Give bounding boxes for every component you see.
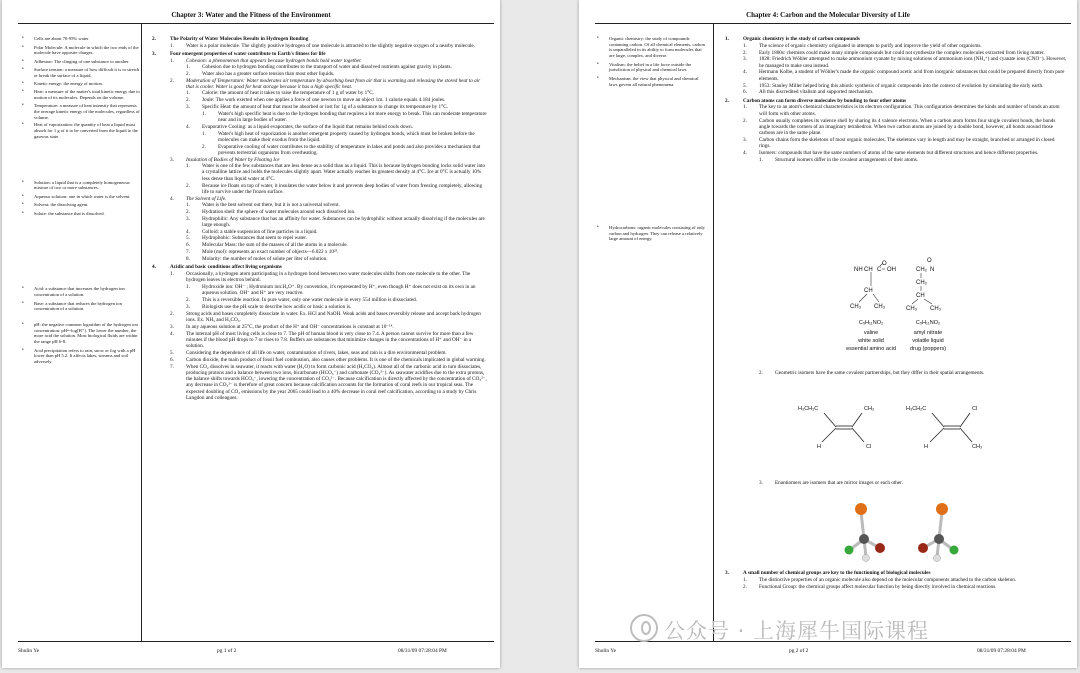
amyl-o-label: O xyxy=(927,258,932,264)
list-item xyxy=(170,78,488,91)
item-number: 1. xyxy=(202,110,206,117)
valine-c-label: C xyxy=(877,267,882,273)
sidebar-note: • Polar Molecule: A molecule in which the two ends of the molecule have opposite charges. xyxy=(34,45,140,56)
structural-isomers-diagram xyxy=(844,258,984,372)
list-item xyxy=(186,202,488,208)
valine-oh-label: OH xyxy=(887,267,896,273)
item-text: The distinctive properties of an organic molecule also depend on the molecular components attached to the carbon skeleton. xyxy=(759,576,1017,583)
item-text: Calorie: the amount of heat it takes to raise the temperature of 1 g of water by 1°C. xyxy=(202,90,375,97)
valine-ch-label: CH xyxy=(864,267,873,273)
section-heading xyxy=(725,36,1067,42)
trans-cl-label: Cl xyxy=(972,406,978,412)
item-text: Carbon usually completes its valence shell by sharing its 4 valence electrons. When a carbon atom forms four single covalent bonds, the bonds angle towards the corners of an imaginary tetrahedron. When two carbon atoms are joined by a double bond, however, all bonds around those carbons are in the same plane. xyxy=(759,117,1056,137)
enantiomers-models xyxy=(834,497,984,567)
list-item xyxy=(186,249,488,255)
item-number: 3. xyxy=(186,303,190,310)
item-text: Hydroxide ion: OH⁻ ; Hydronium ion:H₃O⁺. By convention, it's represented by H⁺, even though H⁺ does not exist on its own in an aqueous solution. OH⁻ and H⁺ are very reactive. xyxy=(202,283,476,297)
item-text: Evaporative Cooling: as a liquid evaporates, the surface of the liquid that remains behind cools down. xyxy=(202,123,414,130)
model-atom-green-mirror xyxy=(950,546,959,555)
model-atom-carbon xyxy=(859,534,869,544)
list-item xyxy=(743,104,1067,117)
item-text: Hydrophilic: Any substance that has an affinity for water. Substances can be hydrophilic without actually dissolving if the molecules are large enough. xyxy=(202,215,485,228)
item-text: Specific Heat: the amount of heat that must be absorbed or lost for 1g of a substance to change its temperature by 1°C. xyxy=(202,103,448,110)
item-number: 2. xyxy=(759,370,763,376)
amyl-desc-2: drug (poppers) xyxy=(909,346,947,352)
item-number: 2. xyxy=(743,117,747,124)
item-text: The internal pH of most living cells is close to 7. The pH of human blood is very close to 7.4. A person cannot survive for more than a few minutes if the blood pH drops to 7 or rises to 7.8. Buffers are substances that minimize changes in the concentrations of H⁺ and OH⁻ in a solution. xyxy=(186,330,474,350)
item-text: Cohesion due to hydrogen bonding contributes to the transport of water and dissolved nutrients against gravity in plants. xyxy=(202,64,452,71)
bottom-rule xyxy=(18,641,494,642)
item-text: When CO₂ dissolves in seawater, it reacts with water (H₂O) to form carbonic acid (H₂CO₃). Almost all of the carbonic acid in turn dissociates, producing protons and a balance between two ions, bicarbonate (HCO₃⁻) and carbonate (CO₃²⁻). As seawater acidifies due to the extra protons, the balance shifts towards HCO₃⁻, lowering the concentration of CO₃²⁻. Because calcification is directly affected by the concentration of CO₃²⁻, any decrease in CO₃²⁻ is therefore of great concern because calcification accounts for the formation of coral reefs in our tropical seas. The expected doubling of CO₂ emissions by the year 2065 could lead to a 40% decrease in coral reef calcification, according to a study by Chris Langdon and colleagues. xyxy=(186,363,487,402)
item-number: 2. xyxy=(186,97,190,104)
list-item xyxy=(743,118,1067,137)
amyl-ch3-label-2: CH₃ xyxy=(930,306,942,312)
amyl-name: amyl nitrate xyxy=(913,330,943,336)
list-item xyxy=(743,89,1067,95)
list-item xyxy=(743,69,1067,82)
list-item xyxy=(743,150,1067,156)
amyl-ch-label: CH xyxy=(916,293,925,299)
list-item xyxy=(186,71,488,77)
item-text: Organic chemistry is the study of carbon compounds xyxy=(743,36,860,42)
list-item xyxy=(170,331,488,350)
item-number: 1. xyxy=(202,130,206,137)
item-number: 4. xyxy=(186,123,190,130)
item-number: 6. xyxy=(743,89,747,96)
item-number: 6. xyxy=(186,242,190,249)
sidebar-note: • Kinetic energy: the energy of motion. xyxy=(34,81,140,87)
item-text: Functional Group: the chemical groups affect molecular function by being directly involved in chemical reactions. xyxy=(759,583,997,590)
sidebar-note: • Cells are about 70-95% water xyxy=(34,36,140,42)
list-item xyxy=(186,90,488,96)
page-title: Chapter 4: Carbon and the Molecular Diversity of Life xyxy=(746,11,910,19)
footer-author: Shulin Ye xyxy=(18,648,39,654)
page-title: Chapter 3: Water and the Fitness of the Environment xyxy=(171,11,331,19)
sidebar-note: • Acid precipitation refers to rain, snow or fog with a pH lower than pH 5.2. It affects lakes, streams and soil adversely. xyxy=(34,348,140,365)
item-number: 1. xyxy=(170,42,174,49)
trans-h3ch2c-label: H₃CH₂C xyxy=(906,406,927,412)
item-text: The science of organic chemistry originated in attempts to purify and improve the yield of other organisms. xyxy=(759,42,982,49)
list-item xyxy=(186,209,488,215)
item-text: Water is the best solvent out there, but it is not a universal solvent. xyxy=(202,201,340,208)
item-number: 1. xyxy=(186,163,190,170)
list-item xyxy=(170,311,488,324)
sidebar-note: • Heat: a measure of the matter's total kinetic energy due to motion of its molecules. Depends on the volume. xyxy=(34,89,140,100)
sidebar-note: • Aqueous solution: one in which water is the solvent. xyxy=(34,194,140,200)
item-number: 4. xyxy=(170,330,174,337)
item-text: Considering the dependence of all life on water, contamination of rivers, lakes, seas and rain is a dire environmental problem. xyxy=(186,349,447,356)
item-number: 4. xyxy=(743,69,747,76)
item-text: Four emergent properties of water contribute to Earth's fitness for life xyxy=(170,51,326,58)
section-heading xyxy=(152,36,488,42)
sidebar-note: • Surface tension: a measure of how difficult it is to stretch or break the surface of a liquid. xyxy=(34,67,140,78)
item-number: 4. xyxy=(152,264,156,271)
sidebar-note: • Heat of vaporization: the quantity of heat a liquid must absorb for 1 g of it to be converted from the liquid to the gaseous state. xyxy=(34,122,140,139)
item-text: A small number of chemical groups are key to the functioning of biological molecules xyxy=(743,570,931,576)
list-item xyxy=(743,584,1067,590)
item-text: Strong acids and bases completely dissociate in water. Ex. HCl and NaOH. Weak acids and bases reversibly release and accept back hydrogen ions. Ex. NH₃ and H₂CO₃. xyxy=(186,310,481,323)
item-text: Biologists use the pH scale to describe how acidic or basic a solution is. xyxy=(202,303,352,310)
item-text: Water also has a greater surface tension than most other liquids. xyxy=(202,70,335,77)
main-notes-section-3 xyxy=(725,570,1067,590)
column-divider xyxy=(141,23,142,641)
item-number: 1. xyxy=(170,270,174,277)
list-item xyxy=(759,157,1067,163)
item-number: 1. xyxy=(725,36,729,42)
item-text: Water is a polar molecule. The slightly positive hydrogen of one molecule is attracted to the slightly negative oxygen of a nearby molecule. xyxy=(186,42,476,49)
top-rule xyxy=(595,23,1071,24)
list-item xyxy=(170,324,488,330)
item-number: 7. xyxy=(186,249,190,255)
item-number: 3. xyxy=(725,570,729,576)
footer-date: 08/31/09 07:28:04 PM xyxy=(977,648,1026,654)
geometric-isomers-note xyxy=(759,370,1059,377)
item-text: Carbon dioxide, the main product of fossil fuel combustion, also causes other problems. It is one of the chemicals implicated in global warming. xyxy=(186,356,486,363)
item-text: Early 1800s: chemists could make many simple compounds but could not synthesize the complex molecules extracted from living matter. xyxy=(759,49,1045,56)
amyl-formula: C₅H₁₁NO₂ xyxy=(915,320,941,326)
amyl-ch3-label-1: CH₃ xyxy=(906,306,918,312)
item-number: 2. xyxy=(725,97,729,104)
item-number: 2. xyxy=(202,143,206,150)
sidebar-note: • Solution: a liquid that is a completely homogeneous mixture of two or more substances. xyxy=(34,180,140,191)
sidebar-note: • Base: a substance that reduces the hydrogen ion concentration of a solution. xyxy=(34,301,140,312)
watermark xyxy=(630,614,929,645)
cis-ch3-label: CH₃ xyxy=(864,406,875,412)
list-item xyxy=(202,111,488,124)
item-number: 1. xyxy=(186,283,190,290)
sidebar-note: • Temperature: a measure of heat intensity that represents the average kinetic energy of the molecules, regardless of volume. xyxy=(34,103,140,120)
item-number: 4. xyxy=(186,228,190,235)
list-item xyxy=(186,297,488,303)
list-item xyxy=(186,124,488,130)
item-number: 1. xyxy=(743,104,747,111)
item-text: 1828: Friedrich Wöhler attempted to make ammonium cyanate by mixing solutions of ammonium ions (NH₄⁺) and cyanate ions (CNO⁻). However, he managed to make urea instead. xyxy=(759,56,1067,69)
sidebar-note: • Adhesion: The clinging of one substance to another xyxy=(34,59,140,65)
footer-author: Shulin Ye xyxy=(595,648,616,654)
item-number: 3. xyxy=(743,56,747,63)
list-item xyxy=(202,144,488,157)
item-text: Structural isomers differ in the covalent arrangements of their atoms. xyxy=(775,156,919,163)
item-number: 5. xyxy=(743,82,747,89)
item-text: Water's high heat of vaporization is another emergent property caused by hydrogen bonds, which must be broken before the molecules can make their exodus from the liquid. xyxy=(218,130,475,143)
list-item xyxy=(743,56,1067,69)
footer-page-number: pg 1 of 2 xyxy=(217,648,237,654)
valine-ch3-label-2: CH₃ xyxy=(874,304,886,310)
item-text: Enantiomers are isomers that are mirror images or each other. xyxy=(775,480,903,486)
trans-ch3-label: CH₃ xyxy=(972,444,983,450)
model-atom-green xyxy=(845,546,854,555)
item-number: 6. xyxy=(170,356,174,363)
amyl-ch2-label-2: CH₂ xyxy=(916,280,927,286)
sidebar-note: • Mechanism: the view that physical and chemical laws govern all natural phenomena. xyxy=(609,76,707,87)
item-text: Joule: The work exerted when one applies a force of one newton to move an object 1m. 1 calorie equals 4.184 joules. xyxy=(202,97,446,104)
item-text: Carbon chains form the skeletons of most organic molecules. The skeletons vary in length and may be straight, branched or arranged in closed rings. xyxy=(759,136,1055,150)
item-text: Insulation of Bodies of Water by Floating Ice xyxy=(186,156,280,163)
item-text: In any aqueous solution at 25°C, the product of the H⁺ and OH⁻ concentrations is constant at 10⁻¹⁴. xyxy=(186,323,394,330)
item-number: 5. xyxy=(186,235,190,242)
item-number: 1. xyxy=(186,90,190,97)
list-item xyxy=(186,64,488,70)
item-number: 3. xyxy=(743,136,747,143)
item-number: 2. xyxy=(170,310,174,317)
column-divider xyxy=(713,23,714,641)
item-number: 3. xyxy=(186,215,190,222)
list-item xyxy=(186,104,488,110)
item-number: 1. xyxy=(186,64,190,71)
list-item xyxy=(186,256,488,262)
item-text: Water is one of the few substances that are less dense as a solid than as a liquid. This is because hydrogen bonding locks solid water into a crystalline lattice and holds the molecules slightly apart. Water actually reaches its greatest density at 4°C. Ice at 0°C is actually 10% less dense than liquid water at 4°C. xyxy=(202,163,486,182)
item-number: 2. xyxy=(186,208,190,215)
list-item xyxy=(743,137,1067,150)
item-number: 3. xyxy=(759,480,763,486)
sidebar-note: • pH: the negative common logarithm of the hydrogen ion concentration: pH=-log[H⁺]. The lower the number, the more acid the solution. Most biological fluids are within the range pH 6-8. xyxy=(34,322,140,345)
item-text: The Solvent of Life. xyxy=(186,195,227,202)
item-number: 2. xyxy=(743,583,747,590)
valine-desc-1: white solid xyxy=(858,338,884,344)
item-number: 2. xyxy=(743,49,747,56)
model-atom-orange xyxy=(855,503,867,515)
list-item xyxy=(186,183,488,196)
item-number: 3. xyxy=(170,156,174,163)
trans-h-label: H xyxy=(924,444,928,450)
sidebar-note: • Organic chemistry: the study of compounds containing carbon. Of all chemical elements, carbon is unparalleled in its ability to form molecules that are large, complex, and diverse. xyxy=(609,36,707,59)
model-atom-red xyxy=(875,543,885,553)
item-number: 4. xyxy=(743,150,747,157)
item-number: 2. xyxy=(152,36,156,42)
list-item xyxy=(743,83,1067,89)
model-atom-white-mirror xyxy=(934,555,941,562)
sidebar-list xyxy=(20,36,140,365)
wechat-icon xyxy=(630,614,658,642)
item-text: Water's high specific heat is due to the hydrogen bonding that requires a lot more energy to break. This can moderate temperature near and in large bodies of water. xyxy=(218,110,487,124)
top-rule xyxy=(18,23,494,24)
valine-desc-2: essential amino acid xyxy=(846,346,896,352)
sidebar-list xyxy=(595,225,707,242)
list-item xyxy=(170,271,488,284)
list-item xyxy=(186,216,488,229)
valine-formula: C₅H₁₁NO₂ xyxy=(858,320,884,326)
valine-ch3-label-1: CH₃ xyxy=(850,304,862,310)
item-text: All this discredited vitalism and supported mechanism. xyxy=(759,89,874,96)
sidebar-note: • Acid: a substance that increases the hydrogen ion concentration of a solution. xyxy=(34,286,140,297)
item-text: Molarity: the number of moles of solute per liter of solution. xyxy=(202,255,328,262)
model-atom-white xyxy=(863,555,870,562)
item-number: 4. xyxy=(170,195,174,202)
list-item xyxy=(186,304,488,310)
footer-page-number: pg 2 of 2 xyxy=(789,648,809,654)
list-item xyxy=(186,242,488,248)
item-number: 3. xyxy=(152,51,156,58)
model-atom-red-mirror xyxy=(918,543,928,553)
item-text: Cohesion: a phenomenon that appears because hydrogen bonds hold water together. xyxy=(186,57,362,64)
amyl-ch2-label: CH₂ xyxy=(916,267,927,273)
item-text: Occasionally, a hydrogen atom participating in a hydrogen bond between two water molecules shifts from one molecule to the other. The hydrogen leaves its electron behind. xyxy=(186,270,471,284)
amyl-n-label: N xyxy=(930,267,935,273)
item-text: 1953: Stanley Miller helped bring this abiotic synthesis of organic compounds into the context of evolution by simulating the early earth. xyxy=(759,82,1044,89)
item-number: 8. xyxy=(186,255,190,262)
item-number: 5. xyxy=(170,349,174,356)
sidebar-notes-hydrocarbons xyxy=(595,225,707,245)
sidebar-notes xyxy=(20,36,140,368)
sidebar-list xyxy=(595,36,707,87)
valine-o-label: O xyxy=(882,261,887,267)
document-page-2 xyxy=(579,0,1077,668)
list-item xyxy=(743,577,1067,583)
item-number: 3. xyxy=(170,323,174,330)
valine-ch-label-2: CH xyxy=(864,288,873,294)
item-number: 2. xyxy=(186,182,190,189)
item-text: Moderation of Temperature: Water moderates air temperature by absorbing heat from air that is warming and releasing the stored heat to air that is cooler. Water is good for heat storage because it has a high specific heat. xyxy=(186,77,481,91)
list-item xyxy=(743,43,1067,49)
cis-h-label: H xyxy=(817,444,821,450)
list-item xyxy=(170,43,488,49)
list-item xyxy=(170,357,488,363)
item-text: Acidic and basic conditions affect living organisms xyxy=(170,264,282,271)
main-notes xyxy=(152,36,488,402)
valine-name: valine xyxy=(863,330,879,336)
section-heading xyxy=(725,570,1067,576)
item-text: The Polarity of Water Molecules Results in Hydrogen Bonding xyxy=(170,36,309,42)
main-notes xyxy=(725,36,1067,164)
valine-nh2-label: NH xyxy=(854,267,863,273)
model-atom-carbon-mirror xyxy=(934,534,944,544)
item-text: Colloid: a stable suspension of fine particles in a liquid. xyxy=(202,228,318,235)
sidebar-note: • Solvent: the dissolving agent. xyxy=(34,202,140,208)
item-number: 1. xyxy=(170,57,174,64)
list-item xyxy=(170,350,488,356)
item-number: 2. xyxy=(186,297,190,304)
list-item xyxy=(186,284,488,297)
item-number: 2. xyxy=(170,77,174,84)
item-text: Hermann Kolbe, a student of Wöhler's made the organic compound acetic acid from inorganic substances that could be prepared directly from pure elements. xyxy=(759,69,1065,82)
section-heading xyxy=(152,264,488,270)
item-number: 2. xyxy=(186,70,190,77)
section-heading xyxy=(152,51,488,57)
list-item xyxy=(186,97,488,103)
item-number: 7. xyxy=(170,363,174,370)
item-text: This is a reversible reaction. In pure water, only one water molecule in every 554 million is dissociated. xyxy=(202,297,418,304)
list-item xyxy=(170,364,488,402)
item-text: Mole (mol): represents an exact number of objects—6.022 x 10²³. xyxy=(202,249,339,255)
item-number: 1. xyxy=(743,576,747,583)
item-number: 1. xyxy=(759,156,763,163)
footer-date: 08/31/09 07:28:04 PM xyxy=(398,648,447,654)
item-text: Molecular Mass: the sum of the masses of all the atoms in a molecule. xyxy=(202,242,348,249)
item-text: Hydration shell: the sphere of water molecules around each dissolved ion. xyxy=(202,208,356,215)
geometric-isomers-diagram xyxy=(794,400,984,455)
item-number: 1. xyxy=(743,42,747,49)
list-item xyxy=(202,131,488,144)
sidebar-note: • Hydrocarbons: organic molecules consisting of only carbon and hydrogen. They can release a relatively large amount of energy. xyxy=(609,225,707,242)
item-text: Carbon atoms can form diverse molecules by bonding to four other atoms xyxy=(743,97,907,104)
amyl-desc-1: volatile liquid xyxy=(912,338,944,344)
item-text: Because ice floats on top of water, it insulates the water below it and prevents deep bodies of water from freezing completely, allowing life to survive under the frozen surface. xyxy=(202,182,483,195)
cis-cl-label: Cl xyxy=(866,444,872,450)
list-item xyxy=(186,235,488,241)
item-text: Hydrophobic: Substances that seem to repel water. xyxy=(202,235,308,242)
sidebar-notes-top xyxy=(595,36,707,90)
list-item xyxy=(743,50,1067,56)
list-item xyxy=(186,229,488,235)
cis-h3ch2c-label: H₃CH₂C xyxy=(798,406,819,412)
watermark-text: 公众号 · 上海犀牛国际课程 xyxy=(664,619,930,643)
item-text: Geometric isomers have the same covalent partnerships, but they differ in their spatial arrangements. xyxy=(775,370,985,376)
item-text: Isomers: compounds that have the same numbers of atoms of the same elements but different structures and hence different properties. xyxy=(759,150,1039,157)
sidebar-note: • Vitalism: the belief in a life force outside the jurisdiction of physical and chemical laws xyxy=(609,62,707,73)
sidebar-note: • Solute: the substance that is dissolved. xyxy=(34,211,140,217)
item-number: 3. xyxy=(186,103,190,110)
list-item xyxy=(186,163,488,182)
item-number: 1. xyxy=(186,201,190,208)
item-text: Evaporative cooling of water contributes to the stability of temperature in lakes and ponds and also provides a mechanism that prevents terrestrial organisms from overheating. xyxy=(218,143,481,157)
item-text: The key to an atom's chemical characteristics is its electron configuration. This configuration determines the kinds and number of bonds an atom will form with other atoms. xyxy=(759,104,1060,117)
model-atom-orange-mirror xyxy=(936,503,948,515)
enantiomers-note xyxy=(759,480,1059,487)
document-page-1 xyxy=(2,0,500,668)
